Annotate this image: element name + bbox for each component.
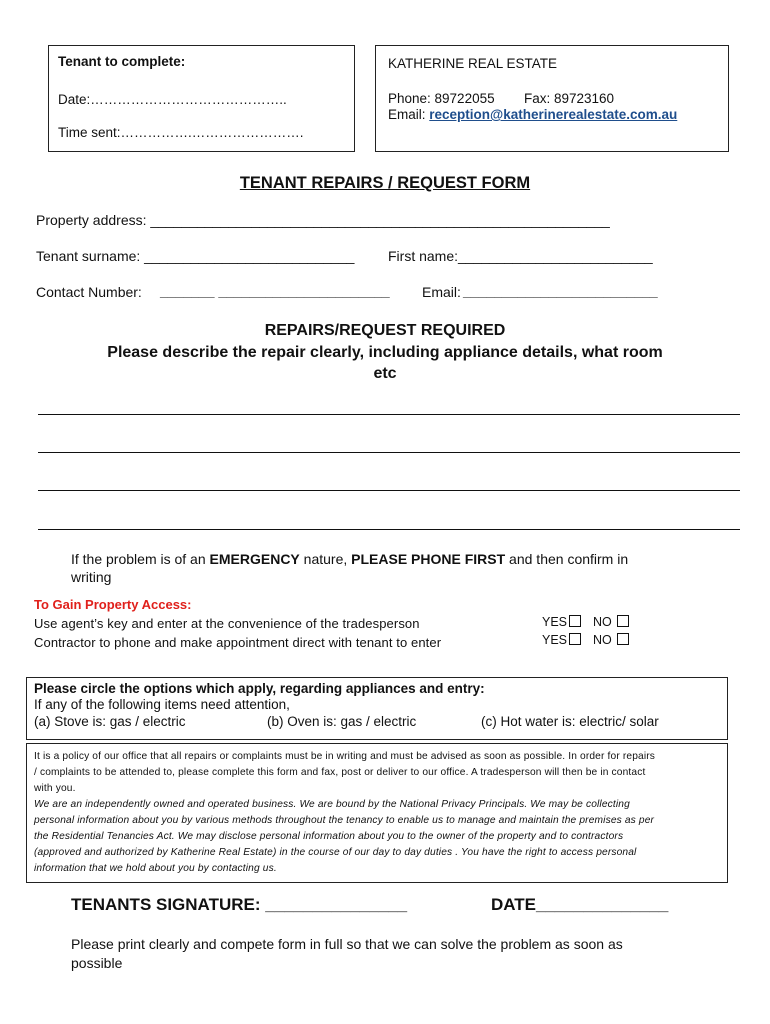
description-line-4[interactable] [38,529,740,530]
footer-note-1: Please print clearly and compete form in full so that we can solve the problem as soon as [71,936,623,952]
emergency-middle: nature, [299,551,352,567]
description-line-2[interactable] [38,452,740,453]
access-yes-1 [542,615,581,629]
privacy-line-2: personal information about you by various methods throughout the tenancy to enable us to manage and maintain the premises as per [34,815,655,826]
contact-number-field[interactable]: _______ ______________________ [160,283,390,299]
privacy-line-3: the Residential Tenancies Act. We may disclose personal information about you to the owner of the property and to contractors [34,831,624,842]
access-option-1: Use agent’s key and enter at the convenience of the tradesperson [34,616,420,631]
emergency-note [71,551,628,567]
emergency-suffix: and then confirm in [505,551,629,567]
access-option-2: Contractor to phone and make appointment direct with tenant to enter [34,635,442,650]
agency-phone: Phone: 89722055 [388,91,495,106]
description-line-3[interactable] [38,490,740,491]
emergency-prefix: If the problem is of an [71,551,210,567]
policy-line-2: / complaints to be attended to, please complete this form and fax, post or deliver to our office. A tradesperson will then be in contact [34,767,646,778]
repairs-instruction-1: Please describe the repair clearly, including appliance details, what room [107,344,663,361]
oven-option[interactable]: (b) Oven is: gas / electric [267,714,417,729]
repairs-instruction-2: etc [373,365,397,382]
policy-line-1: It is a policy of our office that all repairs or complaints must be in writing and must be advised as soon as possible. In order for repairs [34,751,656,762]
contact-number-label: Contact Number: [36,284,142,300]
no-label: NO [593,633,612,647]
description-line-1[interactable] [38,414,740,415]
yes-checkbox-2[interactable] [569,633,581,645]
policy-line-3: with you. [34,783,76,794]
tenant-box-heading: Tenant to complete: [58,54,186,69]
agency-email-row [388,107,677,122]
phone-first-word: PLEASE PHONE FIRST [351,551,506,567]
access-heading: To Gain Property Access: [34,597,192,612]
repairs-heading: REPAIRS/REQUEST REQUIRED [264,322,506,339]
access-yes-2 [542,633,581,647]
agency-fax: Fax: 89723160 [524,91,615,106]
first-name-field[interactable]: First name:_________________________ [388,248,653,264]
privacy-line-1: We are an independently owned and operated business. We are bound by the National Privacy Principals. We may be collecting [34,799,630,810]
property-address-field[interactable]: Property address: ___________________________________________________________ [36,212,610,228]
emergency-note-line2: writing [71,569,112,585]
emergency-word: EMERGENCY [209,551,300,567]
yes-label: YES [542,633,568,647]
privacy-line-5: information that we hold about you by contacting us. [34,863,277,874]
appliances-heading: Please circle the options which apply, regarding appliances and entry: [34,681,485,696]
email-field[interactable]: _________________________ [463,283,658,299]
agency-email-label: Email: [388,107,430,122]
stove-option[interactable]: (a) Stove is: gas / electric [34,714,186,729]
hot-water-option[interactable]: (c) Hot water is: electric/ solar [481,714,659,729]
privacy-line-4: (approved and authorized by Katherine Real Estate) in the course of our day to day duties . You have the right to access personal [34,847,637,858]
no-checkbox-2[interactable] [617,633,629,645]
yes-label: YES [542,615,568,629]
no-label: NO [593,615,612,629]
agency-name: KATHERINE REAL ESTATE [388,56,558,71]
no-checkbox-1[interactable] [617,615,629,627]
signature-date-field[interactable]: DATE______________ [491,895,669,914]
email-label: Email: [422,284,461,300]
yes-checkbox-1[interactable] [569,615,581,627]
time-sent-field[interactable]: Time sent:…………….……………………. [58,125,304,140]
appliances-line2: If any of the following items need attention, [34,697,290,712]
agency-email-link[interactable]: reception@katherinerealestate.com.au [429,107,678,122]
footer-note-2: possible [71,955,123,971]
date-field[interactable]: Date:…………………………………….. [58,92,287,107]
access-no-2 [593,633,629,647]
tenant-surname-field[interactable]: Tenant surname: ___________________________ [36,248,355,264]
policy-text [34,749,724,877]
access-no-1 [593,615,629,629]
form-title: TENANT REPAIRS / REQUEST FORM [239,174,531,192]
signature-field[interactable]: TENANTS SIGNATURE: _______________ [71,895,408,914]
